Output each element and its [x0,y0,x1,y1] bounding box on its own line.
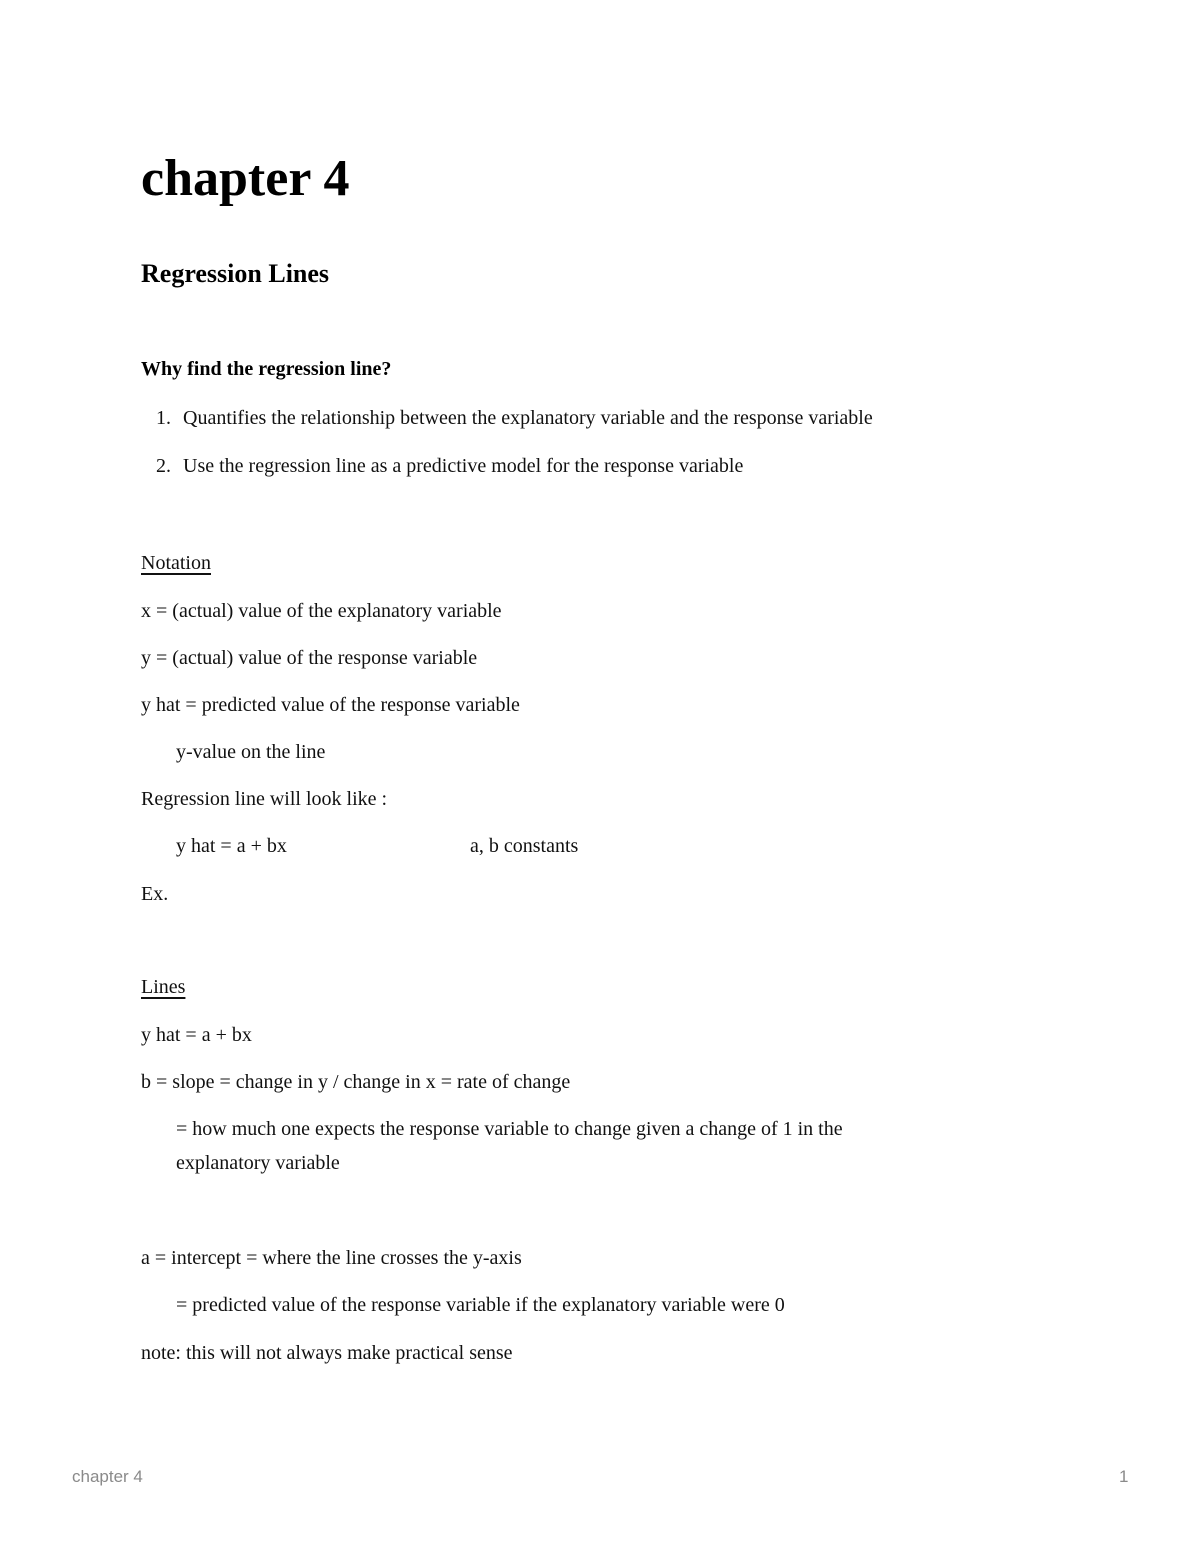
yhat-definition: y hat = predicted value of the response variable [141,694,520,716]
practical-sense-note: note: this will not always make practical sense [141,1342,513,1364]
lines-heading: Lines [141,976,186,998]
x-definition: x = (actual) value of the explanatory variable [141,600,502,622]
y-definition: y = (actual) value of the response variable [141,647,478,669]
list-item-2: Use the regression line as a predictive model for the response variable [183,455,744,477]
regression-equation: y hat = a + bx [176,835,287,857]
regression-intro: Regression line will look like : [141,788,388,810]
slope-definition: b = slope = change in y / change in x = rate of change [141,1071,571,1093]
intercept-explanation: = predicted value of the response variable if the explanatory variable were 0 [176,1294,785,1316]
example-label: Ex. [141,883,169,905]
page-number: 1 [1119,1467,1129,1486]
slope-explanation-line-2: explanatory variable [176,1152,340,1174]
notation-heading: Notation [141,552,211,574]
lines-equation: y hat = a + bx [141,1024,252,1046]
constants-note: a, b constants [470,835,579,857]
yhat-note: y-value on the line [176,741,326,763]
document-title: chapter 4 [141,150,350,207]
list-number-1: 1. [156,407,171,429]
list-item-1: Quantifies the relationship between the explanatory variable and the response variable [183,407,873,429]
footer-title: chapter 4 [72,1467,143,1486]
list-number-2: 2. [156,455,171,477]
section-heading: Regression Lines [141,259,330,288]
why-heading: Why find the regression line? [141,358,392,380]
slope-explanation-line-1: = how much one expects the response variable to change given a change of 1 in the [176,1118,843,1140]
intercept-definition: a = intercept = where the line crosses the y-axis [141,1247,522,1269]
